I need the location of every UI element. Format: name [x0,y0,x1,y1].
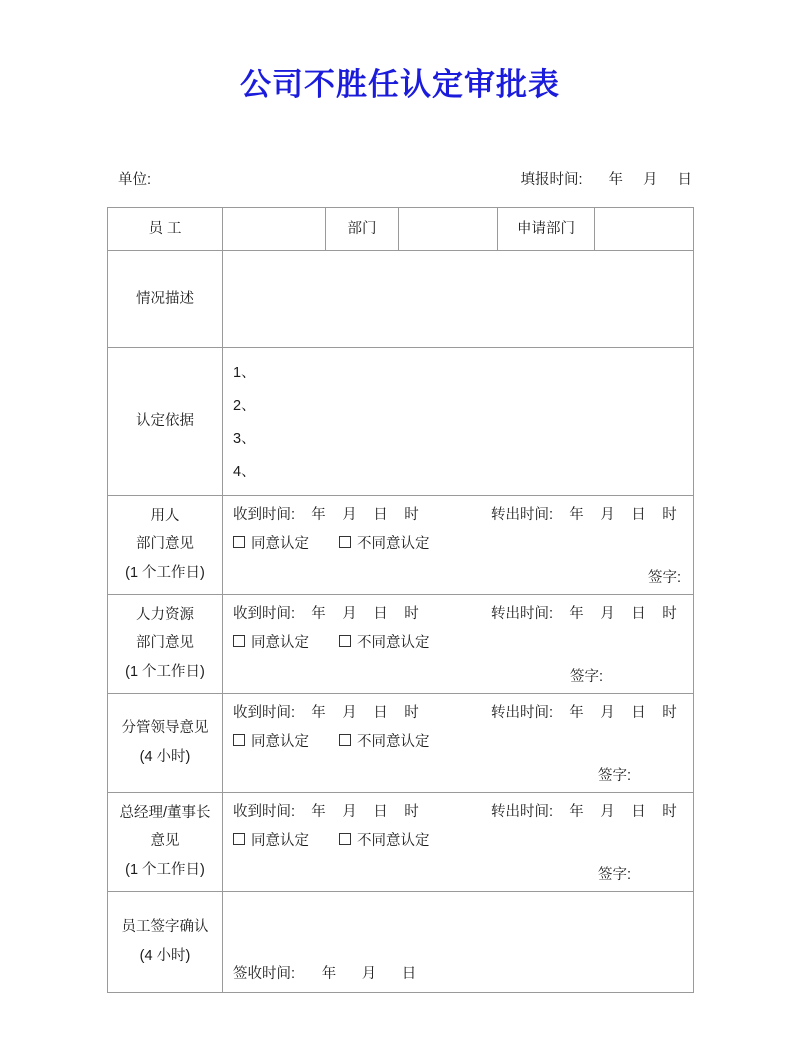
applicant-department-label: 申请部门 [498,208,595,251]
day-slot: 日 [373,704,388,721]
transferred-time-label: 转出时间: [490,704,553,721]
signature-label[interactable]: 签字: [647,569,681,586]
approval-label-line: (1 个工作日) [125,861,205,878]
employee-label: 员 工 [108,208,223,251]
year-slot: 年 [569,704,584,721]
checkbox-agree[interactable] [233,635,309,651]
approval-body-supervising-leader [223,693,694,792]
received-time-fields[interactable] [303,602,427,623]
table-row-basis [108,348,694,496]
month-slot: 月 [342,506,357,523]
received-time-fields[interactable] [303,701,427,722]
hour-slot: 时 [662,803,677,820]
applicant-department-value[interactable] [595,208,694,251]
document-meta-row [118,168,692,189]
table-row-employee [108,208,694,251]
department-label: 部门 [326,208,399,251]
approval-label-line: (1 个工作日) [125,564,205,581]
unit-label: 单位: [118,172,152,188]
month-slot: 月 [600,704,615,721]
basis-label: 认定依据 [108,348,223,496]
fill-time-year: 年 [608,172,623,188]
table-row-approval-using-department [108,495,694,594]
signature-label[interactable]: 签字: [597,767,631,784]
approval-checkbox-line [233,532,456,553]
approval-label-line: 意见 [150,833,180,850]
employee-signature-label-line: (4 小时) [139,947,191,964]
checkbox-agree-label: 同意认定 [251,535,309,552]
checkbox-agree[interactable] [233,833,309,849]
table-row-employee-signature [108,891,694,992]
checkbox-icon [233,833,245,845]
month-slot: 月 [342,605,357,622]
receipt-time-label: 签收时间: [233,965,296,982]
received-time-label: 收到时间: [233,605,296,622]
approval-time-line [233,800,685,821]
approval-checkbox-line [233,631,456,652]
day-slot: 日 [631,704,646,721]
signature-label[interactable]: 签字: [597,866,631,883]
received-time-label: 收到时间: [233,506,296,523]
approval-label-line: 总经理/董事长 [119,805,211,822]
checkbox-icon [233,635,245,647]
hour-slot: 时 [404,605,419,622]
fill-time-day: 日 [677,172,692,188]
checkbox-disagree[interactable] [339,635,430,651]
checkbox-icon [233,536,245,548]
approval-label-line: (1 个工作日) [125,663,205,680]
day-slot: 日 [373,803,388,820]
day-slot: 日 [631,803,646,820]
month-slot: 月 [600,506,615,523]
receipt-time-fields[interactable] [309,966,429,982]
approval-label-line: 用人 [150,508,180,525]
checkbox-disagree-label: 不同意认定 [357,832,430,849]
approval-time-line [233,602,685,623]
transferred-time-fields[interactable] [561,800,685,821]
received-time-label: 收到时间: [233,704,296,721]
approval-form-table [107,207,694,993]
hour-slot: 时 [404,704,419,721]
transferred-time-fields[interactable] [561,602,685,623]
table-row-approval-hr-department [108,594,694,693]
received-time-label: 收到时间: [233,803,296,820]
year-slot: 年 [569,506,584,523]
approval-label-line: (4 小时) [139,748,191,765]
approval-time-line [233,701,685,722]
checkbox-agree-label: 同意认定 [251,832,309,849]
checkbox-agree[interactable] [233,734,309,750]
checkbox-disagree-label: 不同意认定 [357,733,430,750]
year-slot: 年 [311,803,326,820]
page-title: 公司不胜任认定审批表 [240,67,560,102]
checkbox-disagree[interactable] [339,833,430,849]
year-slot: 年 [321,965,337,982]
approval-label-line: 部门意见 [136,635,194,652]
description-label: 情况描述 [108,251,223,348]
day-slot: 日 [373,605,388,622]
fill-time-month: 月 [643,172,658,188]
received-time-group [233,701,427,722]
month-slot: 月 [361,965,377,982]
description-value[interactable] [223,251,694,348]
transferred-time-group [491,800,685,821]
checkbox-icon [339,833,351,845]
month-slot: 月 [600,803,615,820]
approval-body-general-manager [223,792,694,891]
hour-slot: 时 [662,605,677,622]
checkbox-agree-label: 同意认定 [251,634,309,651]
approval-time-line [233,503,685,524]
day-slot: 日 [401,965,417,982]
department-value[interactable] [399,208,498,251]
transferred-time-label: 转出时间: [490,803,553,820]
approval-checkbox-line [233,730,456,751]
approval-label-using-department [108,495,223,594]
received-time-fields[interactable] [303,503,427,524]
transferred-time-fields[interactable] [561,701,685,722]
signature-label[interactable]: 签字: [569,668,603,685]
table-row-approval-general-manager [108,792,694,891]
received-time-group [233,503,427,524]
month-slot: 月 [342,803,357,820]
checkbox-disagree[interactable] [339,734,430,750]
basis-item-1: 1、 [233,365,256,381]
transferred-time-fields[interactable] [561,503,685,524]
approval-label-supervising-leader [108,693,223,792]
day-slot: 日 [631,506,646,523]
day-slot: 日 [631,605,646,622]
year-slot: 年 [311,704,326,721]
year-slot: 年 [311,506,326,523]
month-slot: 月 [342,704,357,721]
employee-signature-body[interactable] [223,891,694,992]
transferred-time-group [491,602,685,623]
year-slot: 年 [569,605,584,622]
day-slot: 日 [373,506,388,523]
receipt-time-line [233,962,429,983]
hour-slot: 时 [662,506,677,523]
basis-value-cell[interactable] [223,348,694,496]
transferred-time-label: 转出时间: [490,605,553,622]
table-row-description [108,251,694,348]
approval-label-line: 人力资源 [136,607,194,624]
approval-label-line: 部门意见 [136,536,194,553]
hour-slot: 时 [662,704,677,721]
transferred-time-group [491,503,685,524]
checkbox-agree[interactable] [233,536,309,552]
fill-time-label: 填报时间: [520,172,583,188]
basis-item-3: 3、 [233,430,256,447]
transferred-time-group [491,701,685,722]
checkbox-disagree-label: 不同意认定 [357,535,430,552]
hour-slot: 时 [404,506,419,523]
approval-label-general-manager [108,792,223,891]
employee-signature-label-line: 员工签字确认 [121,919,209,936]
checkbox-disagree[interactable] [339,536,430,552]
table-row-approval-supervising-leader [108,693,694,792]
approval-body-hr-department [223,594,694,693]
approval-label-hr-department [108,594,223,693]
checkbox-disagree-label: 不同意认定 [357,634,430,651]
year-slot: 年 [311,605,326,622]
approval-label-line: 分管领导意见 [121,720,209,737]
received-time-group [233,602,427,623]
fill-time-group [520,168,692,189]
employee-signature-label [108,891,223,992]
month-slot: 月 [600,605,615,622]
hour-slot: 时 [404,803,419,820]
received-time-group [233,800,427,821]
employee-value[interactable] [223,208,326,251]
transferred-time-label: 转出时间: [490,506,553,523]
checkbox-icon [339,734,351,746]
received-time-fields[interactable] [303,800,427,821]
checkbox-agree-label: 同意认定 [251,733,309,750]
checkbox-icon [339,536,351,548]
approval-body-using-department [223,495,694,594]
year-slot: 年 [569,803,584,820]
checkbox-icon [233,734,245,746]
checkbox-icon [339,635,351,647]
basis-item-2: 2、 [233,397,256,414]
basis-list [223,348,693,495]
approval-checkbox-line [233,829,456,850]
basis-item-4: 4、 [233,463,256,480]
